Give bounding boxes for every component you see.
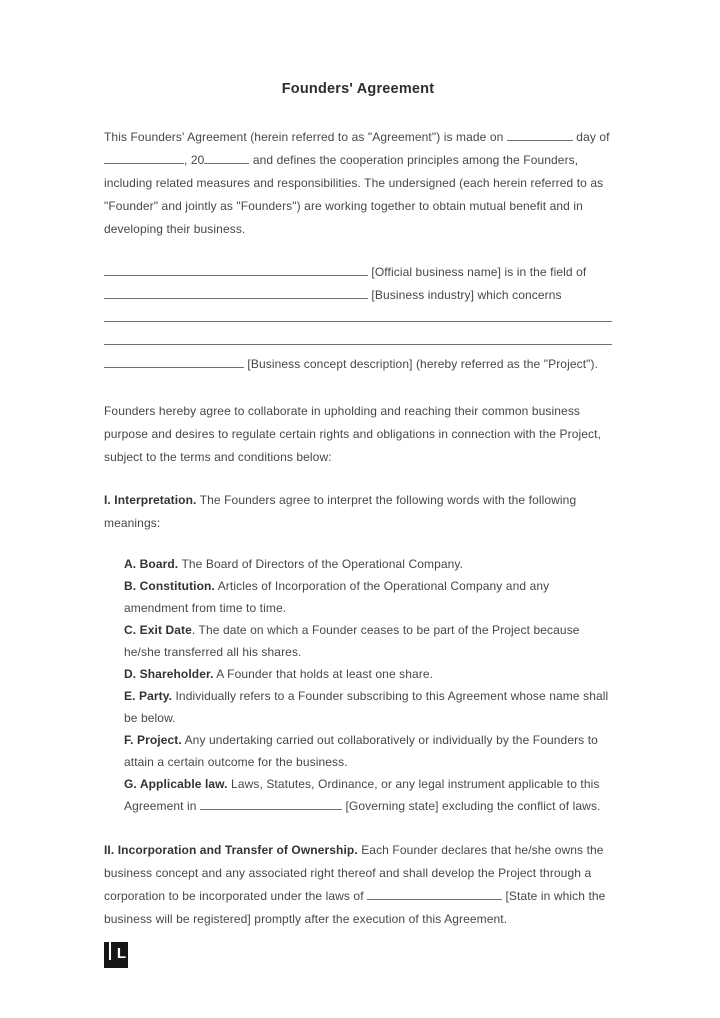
blank-field — [104, 355, 244, 368]
doc-line — [104, 489, 612, 512]
text-run: . The date on which a Founder ceases to be part of the Project because — [191, 623, 580, 637]
text-run: [Business industry] which concerns — [368, 288, 562, 302]
text-run: he/she transferred all his shares. — [124, 645, 302, 659]
doc-line — [124, 685, 612, 707]
definition-item-B — [124, 575, 612, 619]
document-title: Founders' Agreement — [281, 81, 435, 97]
doc-line — [104, 512, 612, 535]
text-run: The Founders agree to interpret the following words with the following — [196, 493, 577, 507]
text-run: business concept and any associated right thereof and shall develop the Project through a — [104, 866, 592, 880]
blank-field — [104, 263, 368, 276]
text-run: [Business concept description] (hereby referred as the "Project"). — [244, 357, 599, 371]
text-run: business will be registered] promptly after the execution of this Agreement. — [104, 912, 508, 926]
blank-field — [104, 151, 184, 164]
text-run: The Board of Directors of the Operational Company. — [178, 557, 464, 571]
text-run: , 20 — [184, 153, 205, 167]
definitions-list — [124, 553, 612, 817]
text-run: Each Founder declares that he/she owns the — [357, 843, 604, 857]
text-run: Individually refers to a Founder subscribing to this Agreement whose name shall — [172, 689, 609, 703]
definition-item-E — [124, 685, 612, 729]
doc-line — [124, 707, 612, 729]
doc-line — [104, 330, 612, 353]
text-run: purpose and desires to regulate certain rights and obligations in connection with the Project, — [104, 427, 602, 441]
text-run: Founders hereby agree to collaborate in upholding and reaching their common business — [104, 404, 581, 418]
text-run: and defines the cooperation principles among the Founders, — [249, 153, 579, 167]
doc-line — [124, 751, 612, 773]
text-run: Any undertaking carried out collaboratively or individually by the Founders to — [181, 733, 598, 747]
bold-run: I. Interpretation. — [104, 493, 197, 507]
doc-line — [124, 597, 612, 619]
definition-item-G — [124, 773, 612, 817]
text-run: subject to the terms and conditions below: — [104, 450, 332, 464]
text-run: [Official business name] is in the field of — [368, 265, 587, 279]
doc-line — [104, 172, 612, 195]
blank-field — [104, 330, 612, 345]
text-run: be below. — [124, 711, 176, 725]
text-run: meanings: — [104, 516, 161, 530]
text-run: This Founders' Agreement (herein referred to as "Agreement") is made on — [104, 130, 507, 144]
blank-field — [367, 887, 502, 900]
text-run: "Founder" and jointly as "Founders") are working together to obtain mutual benefit and in — [104, 199, 583, 213]
bold-run: B. Constitution. — [124, 579, 215, 593]
incorporation-paragraph — [104, 839, 612, 931]
interpretation-heading — [104, 489, 612, 535]
doc-line — [124, 575, 612, 597]
bold-run: F. Project. — [124, 733, 182, 747]
doc-line — [104, 126, 612, 149]
legal-templates-logo — [104, 942, 128, 968]
doc-line — [104, 423, 612, 446]
doc-line — [104, 218, 612, 241]
text-run: developing their business. — [104, 222, 246, 236]
doc-line — [104, 307, 612, 330]
blank-field — [507, 128, 573, 141]
doc-line — [104, 908, 612, 931]
doc-line — [124, 773, 612, 795]
logo-bar-icon — [109, 942, 111, 960]
doc-line — [104, 862, 612, 885]
text-run: A Founder that holds at least one share. — [213, 667, 434, 681]
business-identification — [104, 261, 612, 376]
doc-line — [124, 663, 612, 685]
definition-item-A — [124, 553, 612, 575]
doc-line — [124, 795, 612, 817]
doc-line — [124, 619, 612, 641]
text-run: [Governing state] excluding the conflict of laws. — [342, 799, 601, 813]
definition-item-D — [124, 663, 612, 685]
text-run: day of — [572, 130, 610, 144]
doc-line — [124, 729, 612, 751]
doc-line — [104, 839, 612, 862]
doc-line — [104, 446, 612, 469]
bold-run: II. Incorporation and Transfer of Ownership. — [104, 843, 358, 857]
text-run: Laws, Statutes, Ordinance, or any legal instrument applicable to this — [227, 777, 600, 791]
text-run: [State in which the — [502, 889, 606, 903]
text-run: Agreement in — [124, 799, 201, 813]
bold-run: G. Applicable law. — [124, 777, 228, 791]
document-body — [104, 126, 612, 931]
text-run: Articles of Incorporation of the Operational Company and any — [214, 579, 550, 593]
doc-line — [104, 885, 612, 908]
bold-run: D. Shareholder. — [124, 667, 214, 681]
definition-item-F — [124, 729, 612, 773]
text-run: amendment from time to time. — [124, 601, 287, 615]
blank-field — [200, 797, 342, 810]
blank-field — [104, 307, 612, 322]
doc-line — [104, 400, 612, 423]
logo-letter-l-icon: L — [116, 945, 126, 962]
text-run: including related measures and responsibilities. The undersigned (each herein referred to as — [104, 176, 604, 190]
text-run: attain a certain outcome for the business. — [124, 755, 348, 769]
doc-line — [124, 553, 612, 575]
text-run: corporation to be incorporated under the laws of — [104, 889, 368, 903]
doc-line — [124, 641, 612, 663]
doc-line — [104, 353, 612, 376]
doc-line — [104, 149, 612, 172]
intro-paragraph — [104, 126, 612, 241]
doc-line — [104, 284, 612, 307]
doc-line — [104, 195, 612, 218]
bold-run: E. Party. — [124, 689, 173, 703]
blank-field — [104, 286, 368, 299]
bold-run: C. Exit Date — [124, 623, 192, 637]
collaboration-paragraph — [104, 400, 612, 469]
blank-field — [204, 151, 249, 164]
doc-line — [104, 261, 612, 284]
bold-run: A. Board. — [124, 557, 179, 571]
definition-item-C — [124, 619, 612, 663]
